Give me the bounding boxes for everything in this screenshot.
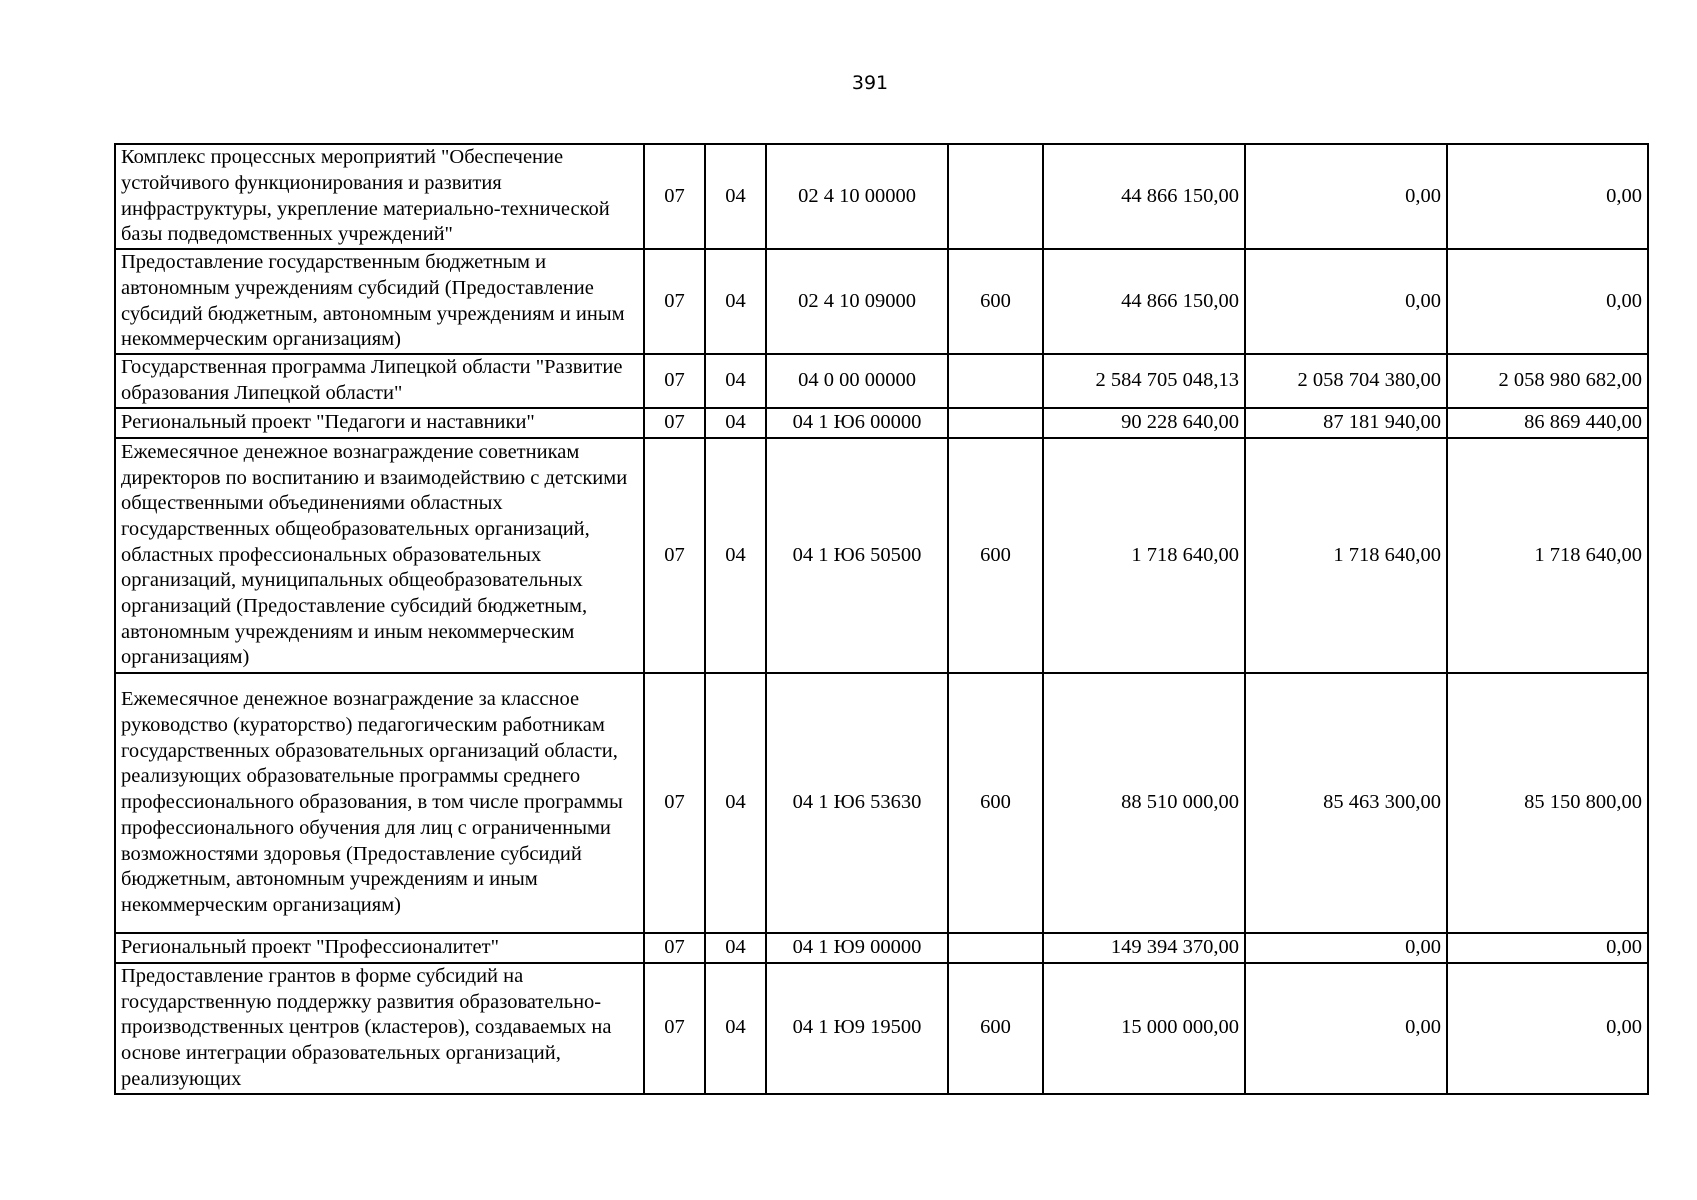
amount-1-cell: 90 228 640,00 (1043, 408, 1245, 438)
amount-1-cell: 2 584 705 048,13 (1043, 354, 1245, 408)
section-cell: 07 (644, 144, 705, 249)
subsection-cell: 04 (705, 933, 766, 963)
page-number: 391 (851, 72, 889, 94)
table-row (115, 144, 1648, 249)
target-article-cell: 04 1 Ю9 00000 (766, 933, 948, 963)
section-cell: 07 (644, 673, 705, 933)
expense-type-cell: 600 (948, 963, 1043, 1094)
amount-1-cell: 44 866 150,00 (1043, 144, 1245, 249)
budget-table (114, 143, 1649, 1095)
table-row (115, 438, 1648, 673)
subsection-cell: 04 (705, 963, 766, 1094)
section-cell: 07 (644, 408, 705, 438)
expense-type-cell (948, 933, 1043, 963)
amount-2-cell: 2 058 704 380,00 (1245, 354, 1447, 408)
amount-3-cell: 85 150 800,00 (1447, 673, 1648, 933)
row-name-cell: Предоставление государственным бюджетным и автономным учреждениям субсидий (Предоставление субсидий бюджетным, автономным учреждениям и иным некоммерческим организациям) (115, 249, 644, 354)
expense-type-cell (948, 354, 1043, 408)
target-article-cell: 02 4 10 09000 (766, 249, 948, 354)
section-cell: 07 (644, 438, 705, 673)
row-name-cell: Региональный проект "Профессионалитет" (115, 933, 644, 963)
section-cell: 07 (644, 354, 705, 408)
subsection-cell: 04 (705, 438, 766, 673)
target-article-cell: 04 1 Ю9 19500 (766, 963, 948, 1094)
table-row (115, 249, 1648, 354)
table-row (115, 673, 1648, 933)
table-row (115, 933, 1648, 963)
expense-type-cell: 600 (948, 673, 1043, 933)
amount-2-cell: 87 181 940,00 (1245, 408, 1447, 438)
subsection-cell: 04 (705, 249, 766, 354)
amount-3-cell: 0,00 (1447, 144, 1648, 249)
amount-1-cell: 15 000 000,00 (1043, 963, 1245, 1094)
amount-2-cell: 85 463 300,00 (1245, 673, 1447, 933)
amount-3-cell: 2 058 980 682,00 (1447, 354, 1648, 408)
section-cell: 07 (644, 249, 705, 354)
amount-1-cell: 1 718 640,00 (1043, 438, 1245, 673)
amount-1-cell: 88 510 000,00 (1043, 673, 1245, 933)
amount-2-cell: 0,00 (1245, 963, 1447, 1094)
amount-1-cell: 44 866 150,00 (1043, 249, 1245, 354)
amount-1-cell: 149 394 370,00 (1043, 933, 1245, 963)
row-name-cell: Государственная программа Липецкой области "Развитие образования Липецкой области" (115, 354, 644, 408)
expense-type-cell (948, 408, 1043, 438)
row-name-cell: Ежемесячное денежное вознаграждение за классное руководство (кураторство) педагогическим работникам государственных образовательных организаций области, реализующих образовательные программы среднего профессионального образования, в том числе программы профессионального обучения для лиц с ограниченными возможностями здоровья (Предоставление субсидий бюджетным, автономным учреждениям и иным некоммерческим организациям) (115, 673, 644, 933)
target-article-cell: 02 4 10 00000 (766, 144, 948, 249)
table-row (115, 963, 1648, 1094)
amount-3-cell: 0,00 (1447, 963, 1648, 1094)
target-article-cell: 04 0 00 00000 (766, 354, 948, 408)
subsection-cell: 04 (705, 144, 766, 249)
section-cell: 07 (644, 933, 705, 963)
row-name-cell: Предоставление грантов в форме субсидий на государственную поддержку развития образовательно-производственных центров (кластеров), создаваемых на основе интеграции образовательных организаций, реализующих (115, 963, 644, 1094)
subsection-cell: 04 (705, 408, 766, 438)
section-cell: 07 (644, 963, 705, 1094)
amount-3-cell: 0,00 (1447, 249, 1648, 354)
expense-type-cell: 600 (948, 249, 1043, 354)
expense-type-cell: 600 (948, 438, 1043, 673)
amount-3-cell: 0,00 (1447, 933, 1648, 963)
table-row (115, 354, 1648, 408)
expense-type-cell (948, 144, 1043, 249)
subsection-cell: 04 (705, 673, 766, 933)
row-name-cell: Ежемесячное денежное вознаграждение советникам директоров по воспитанию и взаимодействию с детскими общественными объединениями областных государственных общеобразовательных организаций, областных профессиональных образовательных организаций, муниципальных общеобразовательных организаций (Предоставление субсидий бюджетным, автономным учреждениям и иным некоммерческим организациям) (115, 438, 644, 673)
row-name-cell: Региональный проект "Педагоги и наставники" (115, 408, 644, 438)
amount-3-cell: 86 869 440,00 (1447, 408, 1648, 438)
row-name-cell: Комплекс процессных мероприятий "Обеспечение устойчивого функционирования и развития инфраструктуры, укрепление материально-технической базы подведомственных учреждений" (115, 144, 644, 249)
table-row (115, 408, 1648, 438)
amount-2-cell: 1 718 640,00 (1245, 438, 1447, 673)
subsection-cell: 04 (705, 354, 766, 408)
amount-2-cell: 0,00 (1245, 144, 1447, 249)
amount-2-cell: 0,00 (1245, 249, 1447, 354)
target-article-cell: 04 1 Ю6 53630 (766, 673, 948, 933)
amount-2-cell: 0,00 (1245, 933, 1447, 963)
amount-3-cell: 1 718 640,00 (1447, 438, 1648, 673)
target-article-cell: 04 1 Ю6 50500 (766, 438, 948, 673)
target-article-cell: 04 1 Ю6 00000 (766, 408, 948, 438)
